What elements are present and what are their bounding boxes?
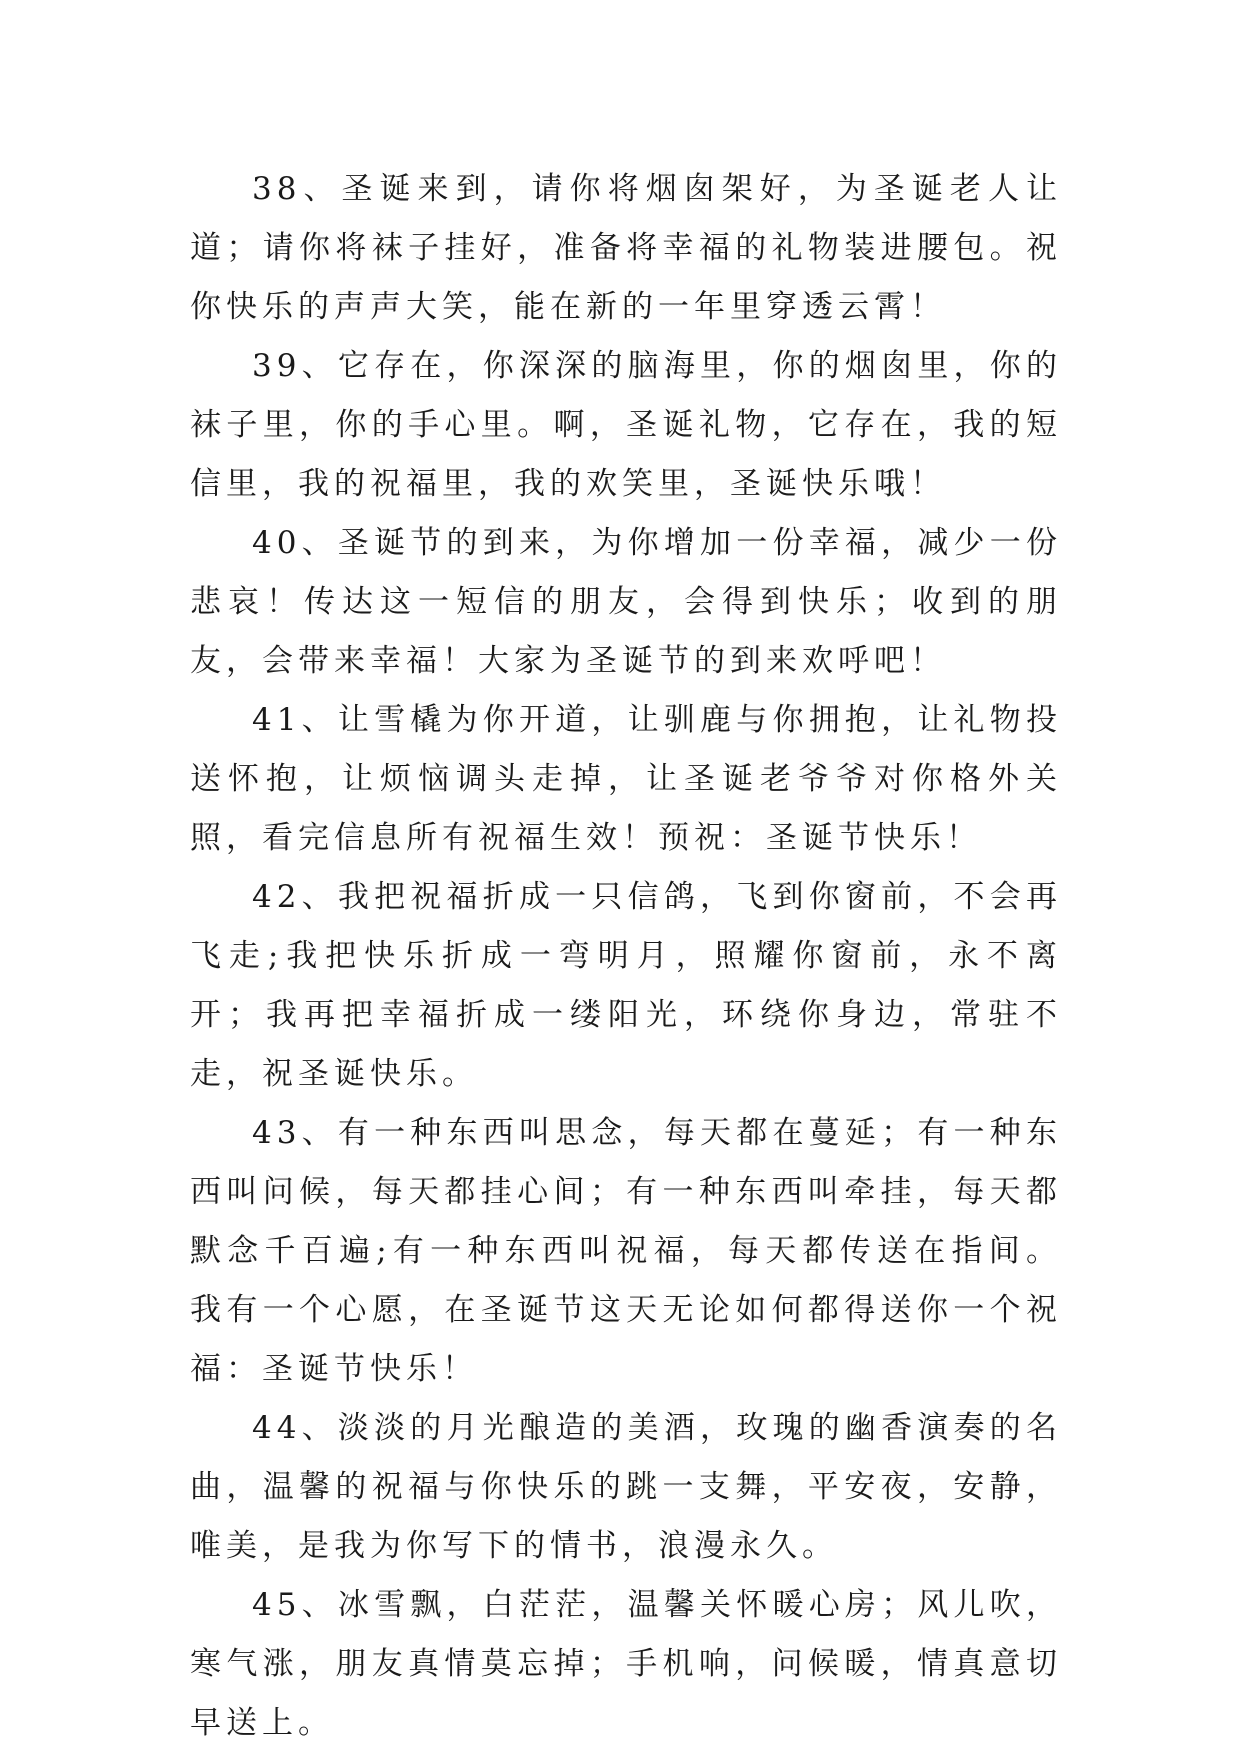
paragraph-38: 38、圣诞来到，请你将烟囱架好，为圣诞老人让道；请你将袜子挂好，准备将幸福的礼物装进腰包。祝你快乐的声声大笑，能在新的一年里穿透云霄！ [190, 171, 1062, 325]
paragraph-43: 43、有一种东西叫思念，每天都在蔓延；有一种东西叫问候，每天都挂心间；有一种东西叫牵挂，每天都默念千百遍;有一种东西叫祝福，每天都传送在指间。我有一个心愿，在圣诞节这天无论如何都得送你一个祝福：圣诞节快乐！ [190, 1115, 1062, 1387]
paragraph-45: 45、冰雪飘，白茫茫，温馨关怀暖心房；风儿吹，寒气涨，朋友真情莫忘掉；手机响，问候暖，情真意切早送上。 [190, 1587, 1062, 1741]
paragraph-44: 44、淡淡的月光酿造的美酒，玫瑰的幽香演奏的名曲，温馨的祝福与你快乐的跳一支舞，平安夜，安静，唯美，是我为你写下的情书，浪漫永久。 [190, 1410, 1062, 1564]
paragraph-39: 39、它存在，你深深的脑海里，你的烟囱里，你的袜子里，你的手心里。啊，圣诞礼物，它存在，我的短信里，我的祝福里，我的欢笑里，圣诞快乐哦！ [190, 348, 1062, 502]
paragraph-40: 40、圣诞节的到来，为你增加一份幸福，减少一份悲哀！传达这一短信的朋友，会得到快乐；收到的朋友，会带来幸福！大家为圣诞节的到来欢呼吧！ [190, 525, 1062, 679]
paragraph-41: 41、让雪橇为你开道，让驯鹿与你拥抱，让礼物投送怀抱，让烦恼调头走掉，让圣诞老爷爷对你格外关照，看完信息所有祝福生效！预祝：圣诞节快乐！ [190, 702, 1062, 856]
paragraph-42: 42、我把祝福折成一只信鸽，飞到你窗前，不会再飞走;我把快乐折成一弯明月，照耀你窗前，永不离开；我再把幸福折成一缕阳光，环绕你身边，常驻不走，祝圣诞快乐。 [190, 879, 1062, 1092]
document-body [190, 160, 1062, 1753]
